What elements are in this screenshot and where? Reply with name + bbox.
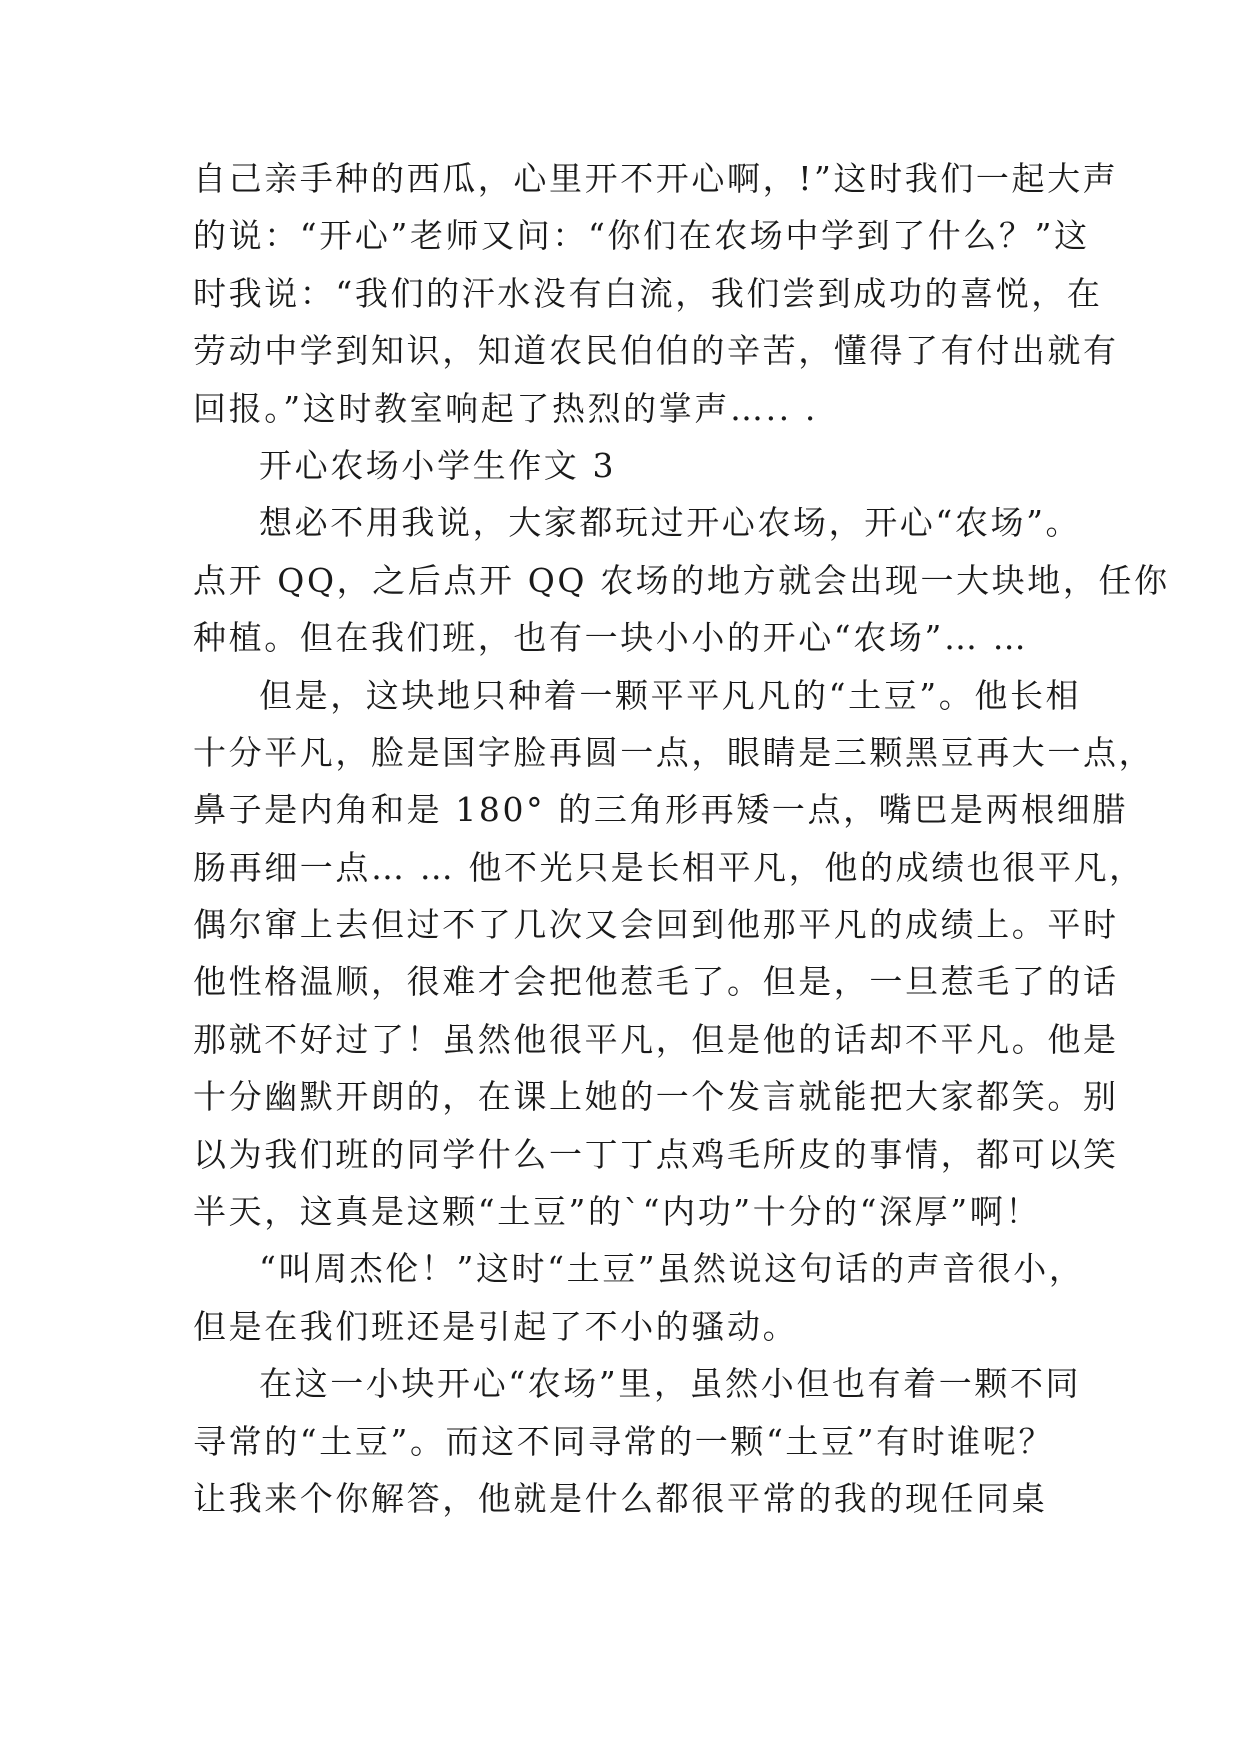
text-line: 的说：“开心”老师又问：“你们在农场中学到了什么？”这 — [193, 216, 1090, 256]
text-line: 时我说：“我们的汗水没有白流，我们尝到成功的喜悦，在 — [193, 273, 1103, 313]
section-heading: 开心农场小学生作文 3 — [259, 445, 617, 485]
text-line: 寻常的“土豆”。而这不同寻常的一颗“土豆”有时谁呢？ — [193, 1421, 1055, 1461]
text-line: 种植。但在我们班，也有一块小小的开心“农场”… … — [193, 618, 1029, 658]
essay-body — [193, 150, 1170, 1527]
text-line: 肠再细一点… … 他不光只是长相平凡，他的成绩也很平凡， — [193, 847, 1145, 887]
text-line: 以为我们班的同学什么一丁丁点鸡毛所皮的事情，都可以笑 — [193, 1134, 1119, 1174]
text-line: 偶尔窜上去但过不了几次又会回到他那平凡的成绩上。平时 — [193, 905, 1119, 945]
text-line: 鼻子是内角和是 180° 的三角形再矮一点，嘴巴是两根细腊 — [193, 790, 1128, 830]
text-line: 在这一小块开心“农场”里，虽然小但也有着一颗不同 — [259, 1364, 1082, 1404]
text-line: 点开 QQ，之后点开 QQ 农场的地方就会出现一大块地，任你 — [193, 560, 1170, 600]
text-line: 十分平凡，脸是国字脸再圆一点，眼睛是三颗黑豆再大一点， — [193, 732, 1155, 772]
text-line: 他性格温顺，很难才会把他惹毛了。但是，一旦惹毛了的话 — [193, 962, 1119, 1002]
text-line: 半天，这真是这颗“土豆”的`“内功”十分的“深厚”啊！ — [193, 1192, 1041, 1232]
text-line: 但是在我们班还是引起了不小的骚动。 — [193, 1306, 799, 1346]
text-line: 十分幽默开朗的，在课上她的一个发言就能把大家都笑。别 — [193, 1077, 1119, 1117]
text-line: 那就不好过了！虽然他很平凡，但是他的话却不平凡。他是 — [193, 1019, 1119, 1059]
text-line: 但是，这块地只种着一颗平平凡凡的“土豆”。他长相 — [259, 675, 1082, 715]
text-line: 自己亲手种的西瓜，心里开不开心啊，!”这时我们一起大声 — [193, 159, 1119, 198]
text-line: 劳动中学到知识，知道农民伯伯的辛苦，懂得了有付出就有 — [193, 331, 1119, 371]
text-line: 想必不用我说，大家都玩过开心农场，开心“农场”。 — [259, 503, 1082, 543]
text-line: 回报。”这时教室响起了热烈的掌声….. . — [193, 388, 818, 428]
text-line: 让我来个你解答，他就是什么都很平常的我的现任同桌 — [193, 1478, 1048, 1518]
text-line: “叫周杰伦！”这时“土豆”虽然说这句话的声音很小， — [259, 1249, 1085, 1289]
